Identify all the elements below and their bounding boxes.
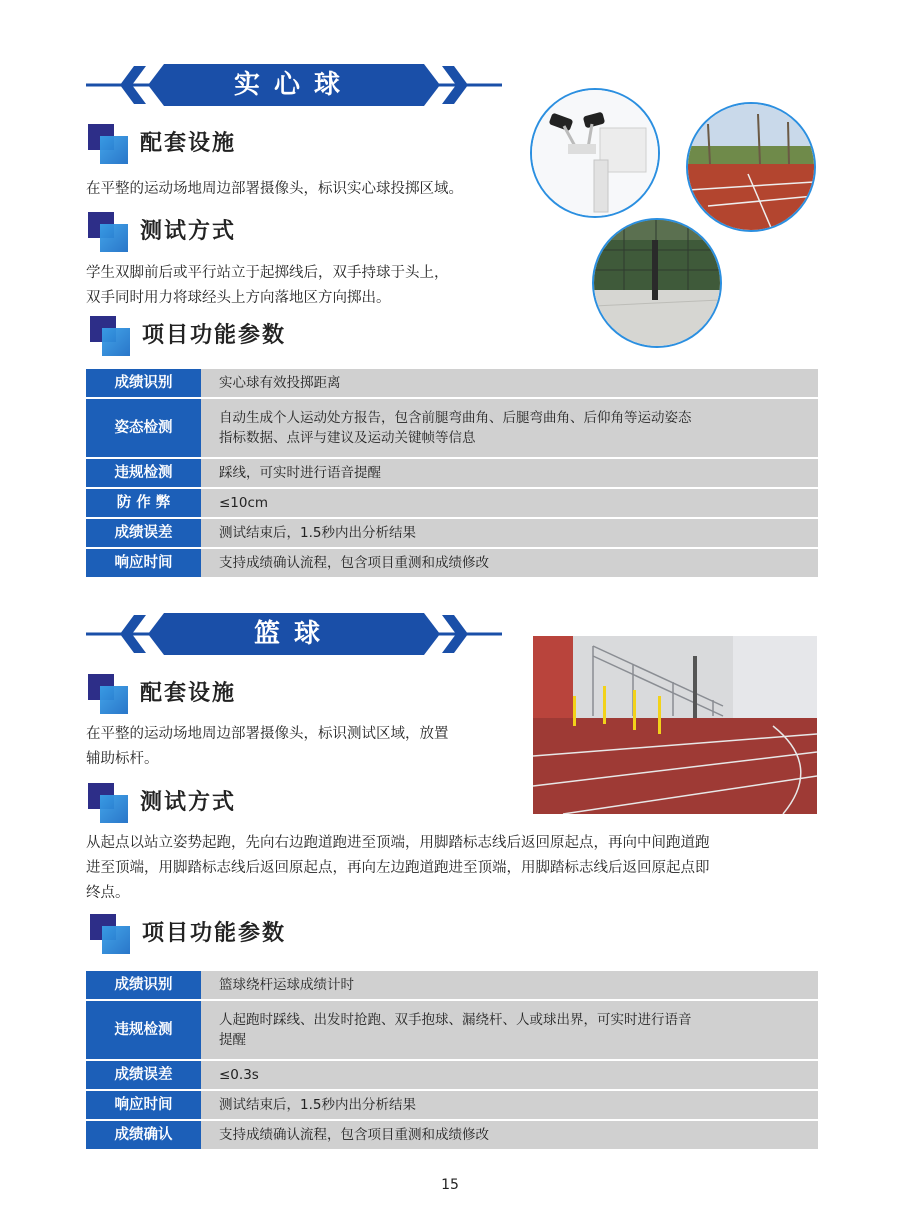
table-row [86, 1121, 818, 1151]
param-key: 成绩识别 [86, 369, 201, 399]
facility-paragraph [86, 177, 526, 202]
text-line: 测试结束后，1.5秒内出分析结果 [219, 525, 416, 541]
square-bullet-icon [88, 212, 132, 252]
square-bullet-icon [88, 674, 132, 714]
param-value [201, 1061, 818, 1091]
text-line: 自动生成个人运动处方报告，包含前腿弯曲角、后腿弯曲角、后仰角等运动姿态 [219, 410, 692, 426]
param-key: 姿态检测 [86, 399, 201, 459]
table-row [86, 1091, 818, 1121]
section-banner-shotput [86, 64, 502, 106]
table-row [86, 459, 818, 489]
subheading-facility [88, 674, 388, 714]
text-line: 人起跑时踩线、出发时抢跑、双手抱球、漏绕杆、人或球出界，可实时进行语音 [219, 1012, 692, 1028]
text-line: 进至顶端，用脚踏标志线后返回原起点，再向左边跑道跑进至顶端，用脚踏标志线后返回原起点即 [86, 860, 710, 876]
camera-device-photo [530, 88, 660, 218]
param-key: 违规检测 [86, 459, 201, 489]
basketball-track-photo [533, 636, 817, 814]
square-bullet-icon [90, 914, 134, 954]
table-row [86, 1001, 818, 1061]
table-row [86, 549, 818, 579]
text-line: 测试结束后，1.5秒内出分析结果 [219, 1097, 416, 1113]
facility-paragraph [86, 722, 506, 772]
subheading-text: 项目功能参数 [142, 323, 287, 348]
subheading-method [88, 212, 388, 252]
param-key: 防 作 弊 [86, 489, 201, 519]
param-value [201, 459, 818, 489]
param-value [201, 1091, 818, 1121]
subheading-text: 测试方式 [140, 790, 237, 815]
subheading-text: 测试方式 [140, 219, 237, 244]
subheading-text: 项目功能参数 [142, 921, 287, 946]
text-line: 支持成绩确认流程，包含项目重测和成绩修改 [219, 555, 489, 571]
param-value [201, 369, 818, 399]
param-key: 响应时间 [86, 549, 201, 579]
method-paragraph [86, 831, 826, 906]
param-value [201, 489, 818, 519]
subheading-text: 配套设施 [140, 131, 237, 156]
text-line: 实心球有效投掷距离 [219, 375, 341, 391]
param-key: 成绩误差 [86, 1061, 201, 1091]
param-value [201, 971, 818, 1001]
param-key: 响应时间 [86, 1091, 201, 1121]
text-line: 支持成绩确认流程，包含项目重测和成绩修改 [219, 1127, 489, 1143]
table-row [86, 519, 818, 549]
section-title: 篮球 [253, 619, 334, 649]
param-value [201, 399, 818, 459]
track-field-photo [686, 102, 816, 232]
text-line: 在平整的运动场地周边部署摄像头，标识测试区域，放置 [86, 726, 449, 742]
param-value [201, 1001, 818, 1061]
params-table [86, 971, 818, 1151]
square-bullet-icon [88, 124, 132, 164]
subheading-facility [88, 124, 388, 164]
square-bullet-icon [88, 783, 132, 823]
text-line: 辅助标杆。 [86, 751, 159, 767]
square-bullet-icon [90, 316, 134, 356]
table-row [86, 971, 818, 1001]
param-value [201, 549, 818, 579]
method-paragraph [86, 261, 526, 311]
subheading-method [88, 783, 388, 823]
text-line: 学生双脚前后或平行站立于起掷线后，双手持球于头上， [86, 265, 449, 281]
params-table [86, 369, 818, 579]
table-row [86, 1061, 818, 1091]
text-line: 踩线，可实时进行语音提醒 [219, 465, 381, 481]
param-key: 成绩误差 [86, 519, 201, 549]
param-key: 成绩识别 [86, 971, 201, 1001]
page-number: 15 [441, 1177, 459, 1193]
text-line: 提醒 [219, 1032, 246, 1048]
text-line: ≤10cm [219, 495, 269, 511]
param-key: 成绩确认 [86, 1121, 201, 1151]
text-line: ≤0.3s [219, 1067, 259, 1083]
subheading-text: 配套设施 [140, 681, 237, 706]
fenced-court-photo [592, 218, 722, 348]
section-banner-basketball [86, 613, 502, 655]
section-title: 实心球 [233, 70, 354, 100]
param-value [201, 519, 818, 549]
table-row [86, 399, 818, 459]
text-line: 指标数据、点评与建议及运动关键帧等信息 [219, 430, 476, 446]
table-row [86, 369, 818, 399]
param-key: 违规检测 [86, 1001, 201, 1061]
text-line: 在平整的运动场地周边部署摄像头，标识实心球投掷区域。 [86, 181, 463, 197]
text-line: 终点。 [86, 885, 130, 901]
text-line: 双手同时用力将球经头上方向落地区方向掷出。 [86, 290, 391, 306]
subheading-params [90, 914, 390, 954]
text-line: 篮球绕杆运球成绩计时 [219, 977, 354, 993]
text-line: 从起点以站立姿势起跑，先向右边跑道跑进至顶端，用脚踏标志线后返回原起点，再向中间跑道跑 [86, 835, 710, 851]
subheading-params [90, 316, 390, 356]
param-value [201, 1121, 818, 1151]
table-row [86, 489, 818, 519]
